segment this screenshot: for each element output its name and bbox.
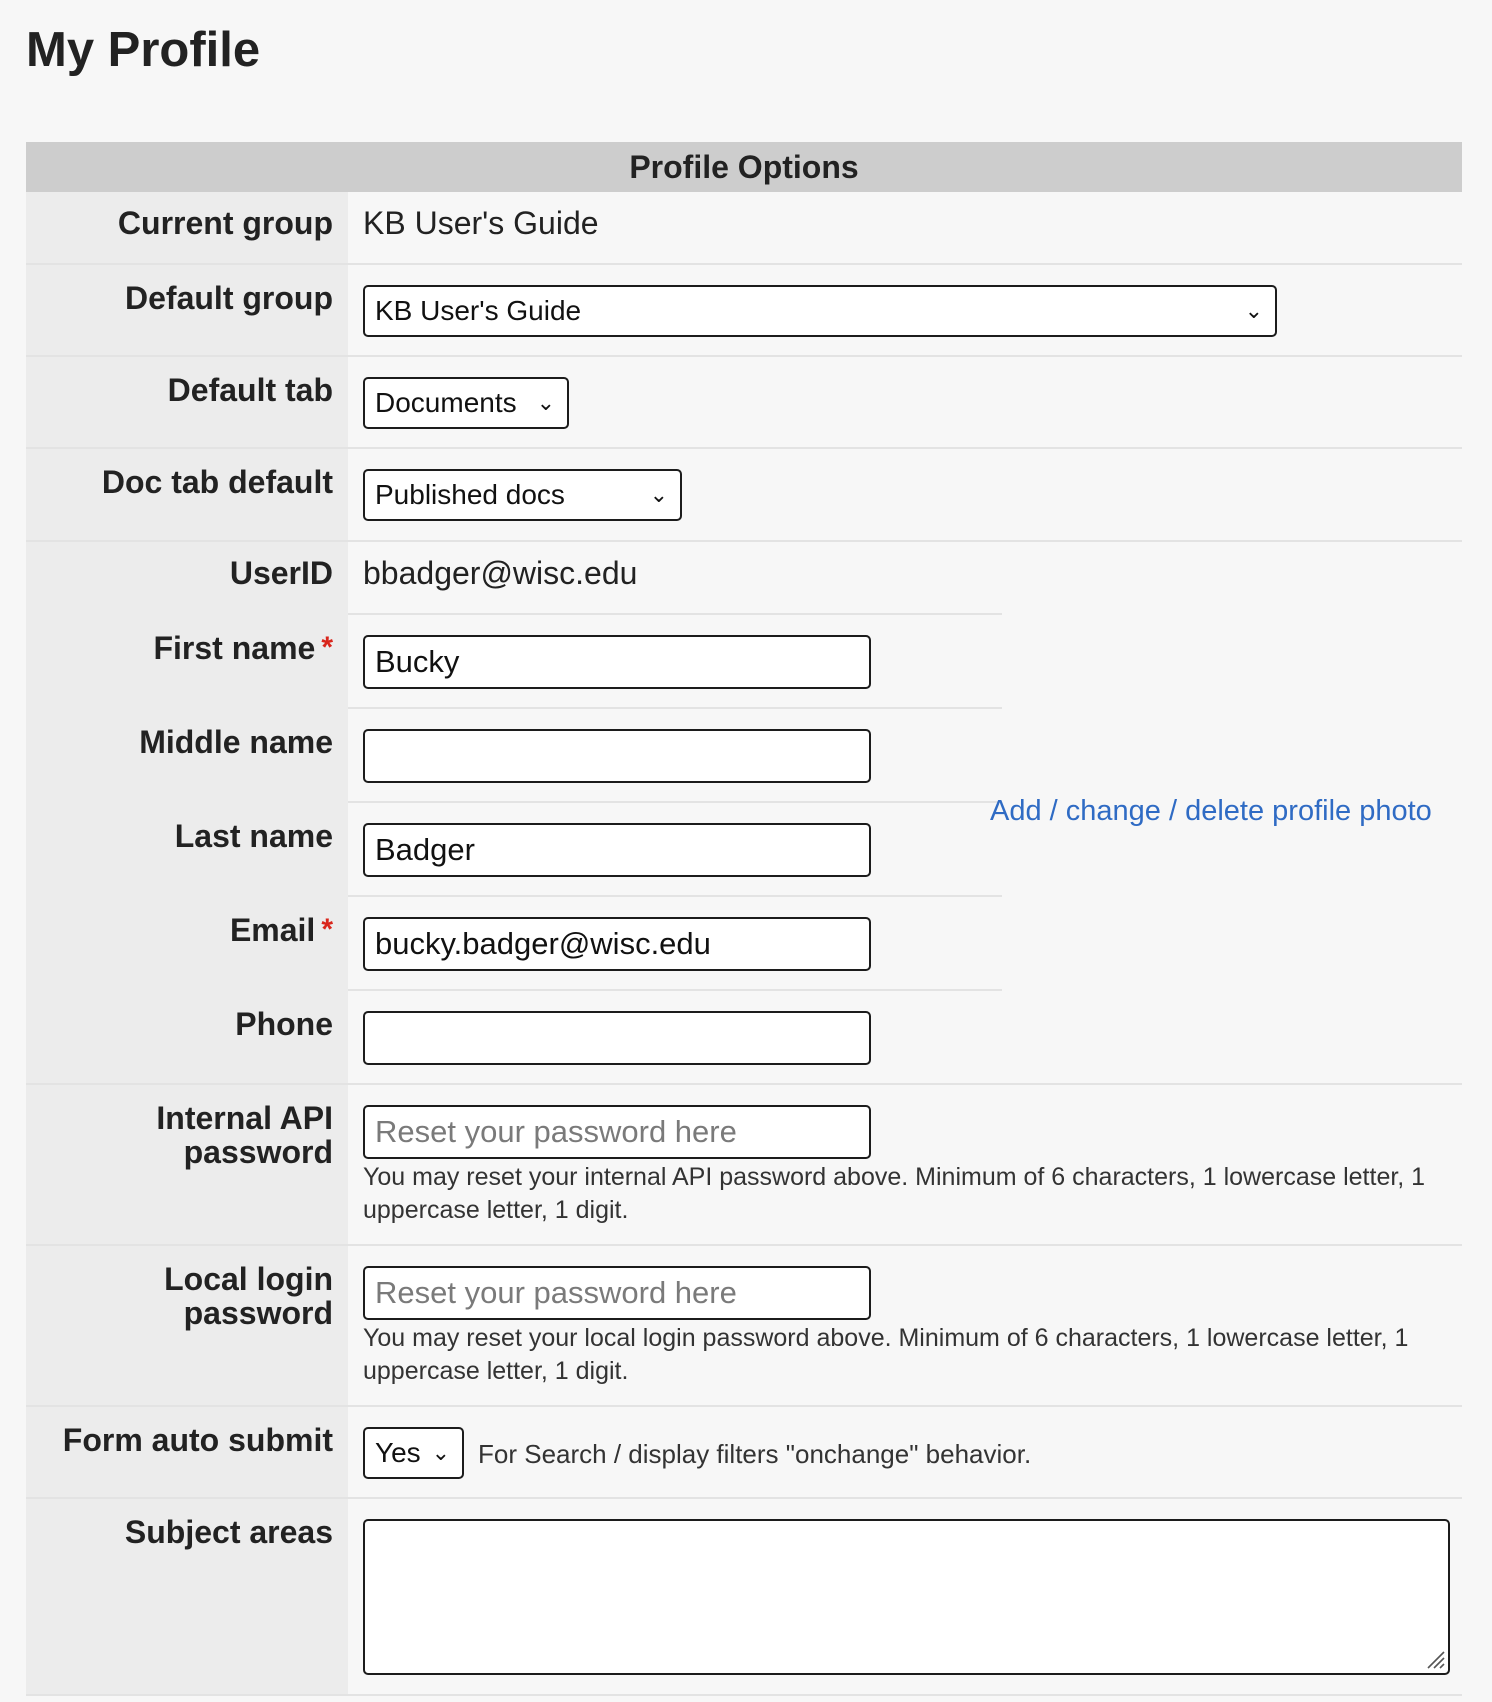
default-tab-label: Default tab: [26, 357, 348, 447]
row-current-group: [26, 192, 1462, 265]
doc-tab-default-select[interactable]: [363, 469, 682, 521]
default-group-selected: KB User's Guide: [375, 295, 582, 326]
email-input[interactable]: [363, 917, 871, 971]
last-name-input[interactable]: [363, 823, 871, 877]
phone-label: Phone: [26, 991, 348, 1083]
required-marker: *: [321, 631, 333, 664]
userid-label: UserID: [26, 542, 348, 615]
local-login-password-label-line2: password: [183, 1295, 333, 1331]
internal-api-password-label: [26, 1085, 348, 1244]
last-name-label: Last name: [26, 803, 348, 897]
doc-tab-default-label: Doc tab default: [26, 449, 348, 540]
first-name-label-text: First name: [153, 630, 316, 666]
email-label-text: Email: [229, 912, 316, 948]
middle-name-input[interactable]: [363, 729, 871, 783]
first-name-input[interactable]: [363, 635, 871, 689]
row-first-name: [26, 615, 1462, 709]
row-form-auto-submit: [26, 1407, 1462, 1499]
default-tab-select[interactable]: [363, 377, 569, 429]
first-name-label: [26, 615, 348, 709]
local-login-password-label-line1: Local login: [164, 1261, 333, 1297]
current-group-label: Current group: [26, 192, 348, 263]
row-phone: [26, 991, 1462, 1085]
local-login-password-input[interactable]: [363, 1266, 871, 1320]
subject-areas-textarea[interactable]: [363, 1519, 1450, 1675]
row-internal-api-password: [26, 1085, 1462, 1246]
email-label: [26, 897, 348, 991]
row-default-tab: [26, 357, 1462, 449]
internal-api-password-label-line2: password: [183, 1134, 333, 1170]
profile-options-panel: [26, 142, 1462, 1696]
row-email: [26, 897, 1462, 991]
default-tab-selected: Documents: [375, 387, 517, 418]
chevron-down-icon: ⌄: [649, 482, 668, 507]
userid-value: bbadger@wisc.edu: [363, 555, 638, 591]
row-subject-areas: [26, 1499, 1462, 1696]
middle-name-label: Middle name: [26, 709, 348, 803]
default-group-select[interactable]: [363, 285, 1277, 337]
chevron-down-icon: ⌄: [1244, 298, 1263, 323]
row-doc-tab-default: [26, 449, 1462, 542]
internal-api-password-input[interactable]: [363, 1105, 871, 1159]
resize-grip-icon[interactable]: [1422, 1646, 1446, 1670]
row-userid: [26, 542, 1462, 615]
form-auto-submit-selected: Yes: [375, 1437, 421, 1468]
row-middle-name: [26, 709, 1462, 803]
required-marker: *: [321, 913, 333, 946]
internal-api-password-label-line1: Internal API: [156, 1100, 333, 1136]
internal-api-password-help: You may reset your internal API password above. Minimum of 6 characters, 1 lowercase letter, 1 uppercase letter, 1 digit.: [363, 1163, 1426, 1224]
chevron-down-icon: ⌄: [536, 390, 555, 415]
doc-tab-default-selected: Published docs: [375, 479, 565, 510]
row-default-group: [26, 265, 1462, 357]
chevron-down-icon: ⌄: [431, 1440, 450, 1465]
current-group-value: KB User's Guide: [363, 205, 599, 241]
local-login-password-label: [26, 1246, 348, 1405]
form-auto-submit-help: For Search / display filters "onchange" behavior.: [478, 1439, 1032, 1469]
subject-areas-label: Subject areas: [26, 1499, 348, 1694]
page-title: My Profile: [26, 23, 261, 77]
form-auto-submit-select[interactable]: [363, 1427, 464, 1479]
panel-header: Profile Options: [26, 142, 1462, 192]
row-local-login-password: [26, 1246, 1462, 1407]
phone-input[interactable]: [363, 1011, 871, 1065]
profile-photo-link[interactable]: Add / change / delete profile photo: [990, 795, 1432, 827]
local-login-password-help: You may reset your local login password above. Minimum of 6 characters, 1 lowercase letter, 1 uppercase letter, 1 digit.: [363, 1324, 1409, 1385]
form-auto-submit-label: Form auto submit: [26, 1407, 348, 1497]
default-group-label: Default group: [26, 265, 348, 355]
